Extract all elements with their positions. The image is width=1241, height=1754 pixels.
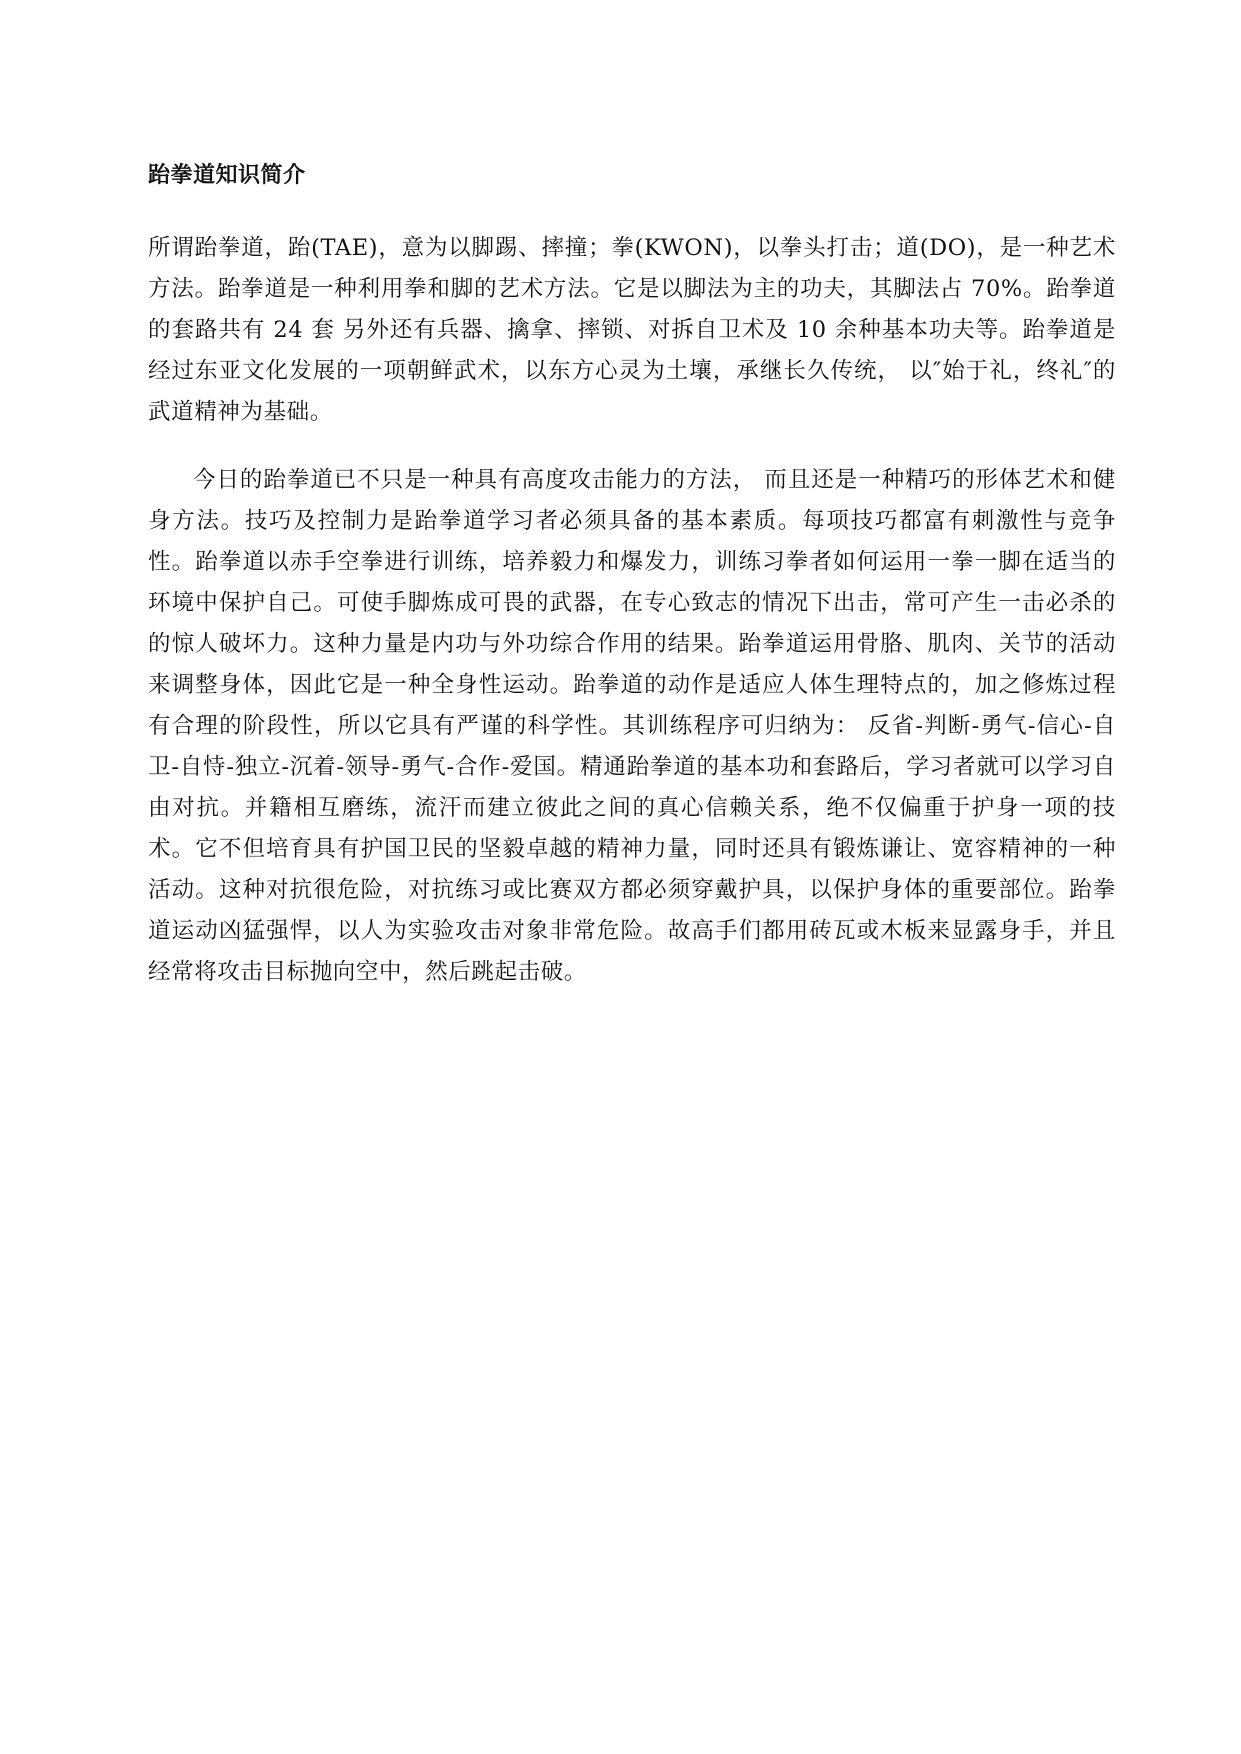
document-body [148,158,1116,993]
paragraph-modern-taekwondo: 今日的跆拳道已不只是一种具有高度攻击能力的方法， 而且还是一种精巧的形体艺术和健身方法。技巧及控制力是跆拳道学习者必须具备的基本素质。每项技巧都富有刺激性与竞争性。跆拳道以赤手空拳进行训练，培养毅力和爆发力，训练习拳者如何运用一拳一脚在适当的环境中保护自己。可使手脚炼成可畏的武器，在专心致志的情况下出击，常可产生一击必杀的的惊人破坏力。这种力量是内功与外功综合作用的结果。跆拳道运用骨胳、肌肉、关节的活动来调整身体，因此它是一种全身性运动。跆拳道的动作是适应人体生理特点的，加之修炼过程有合理的阶段性，所以它具有严谨的科学性。其训练程序可归纳为： 反省-判断-勇气-信心-自卫-自恃-独立-沉着-领导-勇气-合作-爱国。精通跆拳道的基本功和套路后，学习者就可以学习自由对抗。并籍相互磨练，流汗而建立彼此之间的真心信赖关系，绝不仅偏重于护身一项的技术。它不但培育具有护国卫民的坚毅卓越的精神力量，同时还具有锻炼谦让、宽容精神的一种活动。这种对抗很危险，对抗练习或比赛双方都必须穿戴护具，以保护身体的重要部位。跆拳道运动凶猛强悍，以人为实验攻击对象非常危险。故高手们都用砖瓦或木板来显露身手，并且经常将攻击目标抛向空中，然后跳起击破。 [148,467,1116,985]
document-title: 跆拳道知识简介 [148,162,306,188]
paragraph-introduction: 所谓跆拳道，跆(TAE)，意为以脚踢、摔撞；拳(KWON)，以拳头打击；道(DO)，是一种艺术方法。跆拳道是一种利用拳和脚的艺术方法。它是以脚法为主的功夫，其脚法占 70%。跆拳道的套路共有 24 套 另外还有兵器、擒拿、摔锁、对拆自卫术及 10 余种基本功夫等。跆拳道是经过东亚文化发展的一项朝鲜武术，以东方心灵为土壤，承继长久传统， 以″始于礼，终礼″的武道精神为基础。 [148,235,1116,425]
